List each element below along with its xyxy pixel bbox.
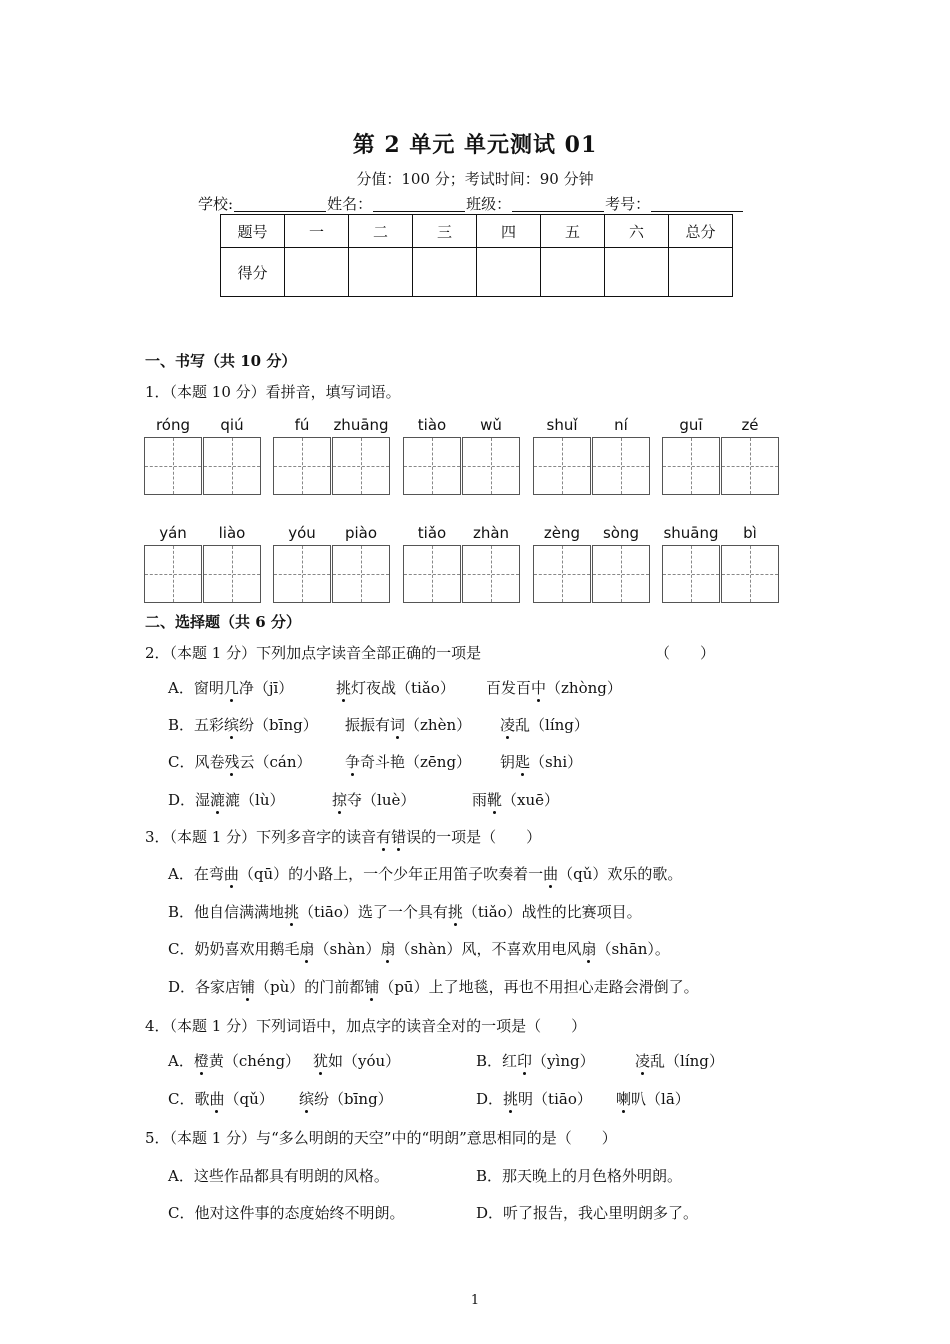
pinyin-label: sòng xyxy=(602,524,640,542)
score-row-label: 得分 xyxy=(221,248,285,297)
option-text: （qǔ） xyxy=(224,1090,274,1108)
option-text: C．歌 xyxy=(168,1090,210,1108)
dotted-char: 犹 xyxy=(313,1052,329,1070)
option-text: 钥 xyxy=(500,753,516,771)
option-text: （pù）的门前都 xyxy=(255,978,365,996)
option-text: 奇斗艳（zēng） xyxy=(360,753,472,771)
dotted-char: 残 xyxy=(224,753,240,771)
q4-option-c-part2 xyxy=(299,1088,393,1109)
character-writing-box[interactable] xyxy=(533,437,591,495)
score-cell[interactable] xyxy=(349,248,413,297)
dotted-char: 曲 xyxy=(223,865,239,883)
dotted-char: 喇 xyxy=(616,1090,632,1108)
option-text: （yìng） xyxy=(532,1052,595,1070)
q4-option-c[interactable] xyxy=(168,1088,274,1109)
dotted-char: 靴 xyxy=(487,791,503,809)
student-info-line xyxy=(198,193,744,214)
dotted-char: 匙 xyxy=(515,753,531,771)
option-text: 叭（lā） xyxy=(631,1090,690,1108)
dotted-char: 挑 xyxy=(503,1090,519,1108)
option-text: 纷（bīng） xyxy=(239,716,318,734)
option-text: D．各家店 xyxy=(168,978,241,996)
q4-option-b-part2 xyxy=(635,1050,724,1071)
character-writing-box[interactable] xyxy=(403,437,461,495)
q5-option-c[interactable]: C．他对这件事的态度始终不明朗。 xyxy=(168,1204,405,1222)
exam-no-field[interactable] xyxy=(651,196,743,212)
dotted-char: 缤 xyxy=(224,716,240,734)
pinyin-label: tiào xyxy=(417,416,447,434)
character-writing-box[interactable] xyxy=(462,545,520,603)
character-writing-box[interactable] xyxy=(403,545,461,603)
dotted-char: 扇 xyxy=(380,940,396,958)
option-text: （tiāo）选了一个具有 xyxy=(299,903,448,921)
class-label: 班级： xyxy=(466,195,512,213)
dotted-char: 掠 xyxy=(332,791,348,809)
option-text: 净（jī） xyxy=(238,679,294,697)
character-writing-box[interactable] xyxy=(662,437,720,495)
character-writing-box[interactable] xyxy=(273,545,331,603)
character-writing-box[interactable] xyxy=(144,437,202,495)
q2-option-c-part2 xyxy=(345,751,471,772)
pinyin-label: yóu xyxy=(288,524,316,542)
character-writing-box[interactable] xyxy=(662,545,720,603)
score-header-cell: 一 xyxy=(285,215,349,248)
dotted-char: 曲 xyxy=(209,1090,225,1108)
question-2-stem: 2．（本题 1 分）下列加点字读音全部正确的一项是 xyxy=(145,644,482,662)
dotted-char: 词 xyxy=(390,716,406,734)
character-writing-box[interactable] xyxy=(332,545,390,603)
q2-option-a-part3 xyxy=(486,677,622,698)
option-text: 百发百 xyxy=(486,679,532,697)
dotted-char: 扇 xyxy=(581,940,597,958)
pinyin-label: zhuāng xyxy=(333,416,389,434)
q4-option-d-part2 xyxy=(616,1088,690,1109)
answer-paren: （ ） xyxy=(655,644,716,662)
score-header-cell: 题号 xyxy=(221,215,285,248)
option-text: （shàn） xyxy=(314,940,381,958)
dotted-char: 挑 xyxy=(336,679,352,697)
dotted-char: 中 xyxy=(531,679,547,697)
dotted-char: 铺 xyxy=(364,978,380,996)
score-header-cell: 五 xyxy=(541,215,605,248)
q2-option-d-part3 xyxy=(472,789,559,810)
option-text: B．五彩 xyxy=(168,716,225,734)
option-text: B．红 xyxy=(476,1052,518,1070)
score-cell[interactable] xyxy=(413,248,477,297)
pinyin-label: shuāng xyxy=(663,524,719,542)
character-writing-box[interactable] xyxy=(592,545,650,603)
option-text: （xuē） xyxy=(502,791,560,809)
option-text: 夺（luè） xyxy=(347,791,416,809)
question-4-stem: 4．（本题 1 分）下列词语中，加点字的读音全对的一项是（ ） xyxy=(145,1017,587,1035)
question-1: 1．（本题 10 分）看拼音，填写词语。 xyxy=(145,383,401,401)
page-number: 1 xyxy=(470,1293,480,1308)
dotted-char: 曲 xyxy=(543,865,559,883)
q2-option-a-part2 xyxy=(336,677,455,698)
q3-option-b[interactable] xyxy=(168,901,642,922)
q2-option-d[interactable] xyxy=(168,789,285,810)
pinyin-label: zèng xyxy=(543,524,581,542)
option-text: （qǔ）欢乐的歌。 xyxy=(558,865,683,883)
q5-option-d[interactable]: D．听了报告，我心里明朗多了。 xyxy=(476,1204,699,1222)
option-text: （tiǎo）战性的比赛项目。 xyxy=(462,903,642,921)
pinyin-label: ní xyxy=(614,416,628,434)
score-cell[interactable] xyxy=(541,248,605,297)
character-writing-box[interactable] xyxy=(203,545,261,603)
q2-option-c[interactable] xyxy=(168,751,312,772)
character-writing-box[interactable] xyxy=(273,437,331,495)
option-text: 乱（líng） xyxy=(515,716,589,734)
q3-option-a[interactable] xyxy=(168,863,682,884)
dotted-char: 橙 xyxy=(193,1052,209,1070)
q3-option-d[interactable] xyxy=(168,976,699,997)
q2-option-b-part3 xyxy=(500,714,589,735)
character-writing-box[interactable] xyxy=(144,545,202,603)
option-text: 振振有 xyxy=(345,716,391,734)
q2-option-b[interactable] xyxy=(168,714,318,735)
q4-option-b[interactable] xyxy=(476,1050,595,1071)
pinyin-label: guī xyxy=(679,416,703,434)
q2-option-a[interactable] xyxy=(168,677,293,698)
class-field[interactable] xyxy=(512,196,604,212)
character-writing-box[interactable] xyxy=(462,437,520,495)
option-text: 雨 xyxy=(472,791,488,809)
score-header-cell: 四 xyxy=(477,215,541,248)
option-text: 漉（lù） xyxy=(225,791,285,809)
pinyin-label: bì xyxy=(743,524,757,542)
dotted-char: 争 xyxy=(345,753,361,771)
question-text: 误的一项是（ ） xyxy=(406,828,542,846)
character-writing-box[interactable] xyxy=(721,545,779,603)
dotted-char: 印 xyxy=(517,1052,533,1070)
score-cell[interactable] xyxy=(477,248,541,297)
pinyin-label: qiú xyxy=(220,416,244,434)
dotted-char: 有 xyxy=(376,828,392,846)
dotted-char: 漉 xyxy=(210,791,226,809)
option-text: 纷（bīng） xyxy=(314,1090,393,1108)
pinyin-label: zé xyxy=(741,416,759,434)
score-cell[interactable] xyxy=(669,248,733,297)
pinyin-label: zhàn xyxy=(472,524,510,542)
dotted-char: 几 xyxy=(223,679,239,697)
score-header-cell: 三 xyxy=(413,215,477,248)
option-text: 乱（líng） xyxy=(650,1052,724,1070)
dotted-char: 铺 xyxy=(240,978,256,996)
character-writing-box[interactable] xyxy=(203,437,261,495)
option-text: C．风卷 xyxy=(168,753,225,771)
option-text: （shàn）风，不喜欢用电风 xyxy=(395,940,582,958)
q4-option-a-part2 xyxy=(313,1050,400,1071)
name-label: 姓名： xyxy=(327,195,373,213)
q2-option-c-part3 xyxy=(500,751,582,772)
score-header-cell: 六 xyxy=(605,215,669,248)
q4-option-d[interactable] xyxy=(476,1088,592,1109)
q5-option-b[interactable]: B．那天晚上的月色格外明朗。 xyxy=(476,1167,683,1185)
option-text: D． xyxy=(476,1090,504,1108)
dotted-char: 错 xyxy=(391,828,407,846)
pinyin-label: piào xyxy=(344,524,378,542)
pinyin-label: róng xyxy=(155,416,191,434)
option-text: C．奶奶喜欢用鹅毛 xyxy=(168,940,300,958)
option-text: B．他自信满满地 xyxy=(168,903,285,921)
pinyin-label: tiǎo xyxy=(417,524,447,542)
option-text: A．在弯 xyxy=(168,865,224,883)
score-cell[interactable] xyxy=(285,248,349,297)
page-title: 第 2 单元 单元测试 01 xyxy=(352,132,598,158)
q2-option-b-part2 xyxy=(345,714,471,735)
option-text: 明（tiāo） xyxy=(518,1090,592,1108)
option-text: （shi） xyxy=(530,753,583,771)
option-text: A． xyxy=(168,1052,194,1070)
score-cell[interactable] xyxy=(605,248,669,297)
question-3-stem xyxy=(145,826,541,847)
name-field[interactable] xyxy=(373,196,465,212)
character-writing-box[interactable] xyxy=(533,545,591,603)
option-text: 如（yóu） xyxy=(328,1052,401,1070)
exam-no-label: 考号： xyxy=(605,195,651,213)
dotted-char: 缤 xyxy=(299,1090,315,1108)
school-label: 学校: xyxy=(198,195,234,213)
dotted-char: 扇 xyxy=(299,940,315,958)
dotted-char: 凌 xyxy=(500,716,516,734)
pinyin-label: shuǐ xyxy=(546,416,578,434)
q4-option-a[interactable] xyxy=(168,1050,300,1071)
q5-option-a[interactable]: A．这些作品都具有明朗的风格。 xyxy=(168,1167,389,1185)
option-text: A．窗明 xyxy=(168,679,224,697)
question-text: 3．（本题 1 分）下列多音字的读音 xyxy=(145,828,377,846)
option-text: D．湿 xyxy=(168,791,211,809)
q3-option-c[interactable] xyxy=(168,938,670,959)
pinyin-label: wǔ xyxy=(480,416,502,434)
character-writing-box[interactable] xyxy=(721,437,779,495)
dotted-char: 挑 xyxy=(284,903,300,921)
pinyin-label: fú xyxy=(294,416,310,434)
exam-subtitle: 分值：100 分；考试时间：90 分钟 xyxy=(356,170,594,188)
option-text: （zhòng） xyxy=(546,679,622,697)
option-text: 灯夜战（tiǎo） xyxy=(351,679,455,697)
option-text: （zhèn） xyxy=(405,716,472,734)
score-table xyxy=(220,214,733,297)
section1-heading: 一、书写（共 10 分） xyxy=(145,352,297,370)
pinyin-label: yán xyxy=(159,524,187,542)
score-header-cell: 总分 xyxy=(669,215,733,248)
character-writing-box[interactable] xyxy=(592,437,650,495)
option-text: 云（cán） xyxy=(239,753,312,771)
q2-option-d-part2 xyxy=(332,789,415,810)
score-header-cell: 二 xyxy=(349,215,413,248)
dotted-char: 挑 xyxy=(447,903,463,921)
option-text: （pū）上了地毯，再也不用担心走路会滑倒了。 xyxy=(379,978,699,996)
pinyin-label: liào xyxy=(218,524,246,542)
character-writing-box[interactable] xyxy=(332,437,390,495)
option-text: （shān）。 xyxy=(596,940,670,958)
option-text: （qū）的小路上，一个少年正用笛子吹奏着一 xyxy=(238,865,544,883)
option-text: 黄（chéng） xyxy=(208,1052,301,1070)
school-field[interactable] xyxy=(234,196,326,212)
dotted-char: 凌 xyxy=(635,1052,651,1070)
section2-heading: 二、选择题（共 6 分） xyxy=(145,613,301,631)
question-5-stem: 5．（本题 1 分）与“多么明朗的天空”中的“明朗”意思相同的是（ ） xyxy=(145,1129,617,1147)
